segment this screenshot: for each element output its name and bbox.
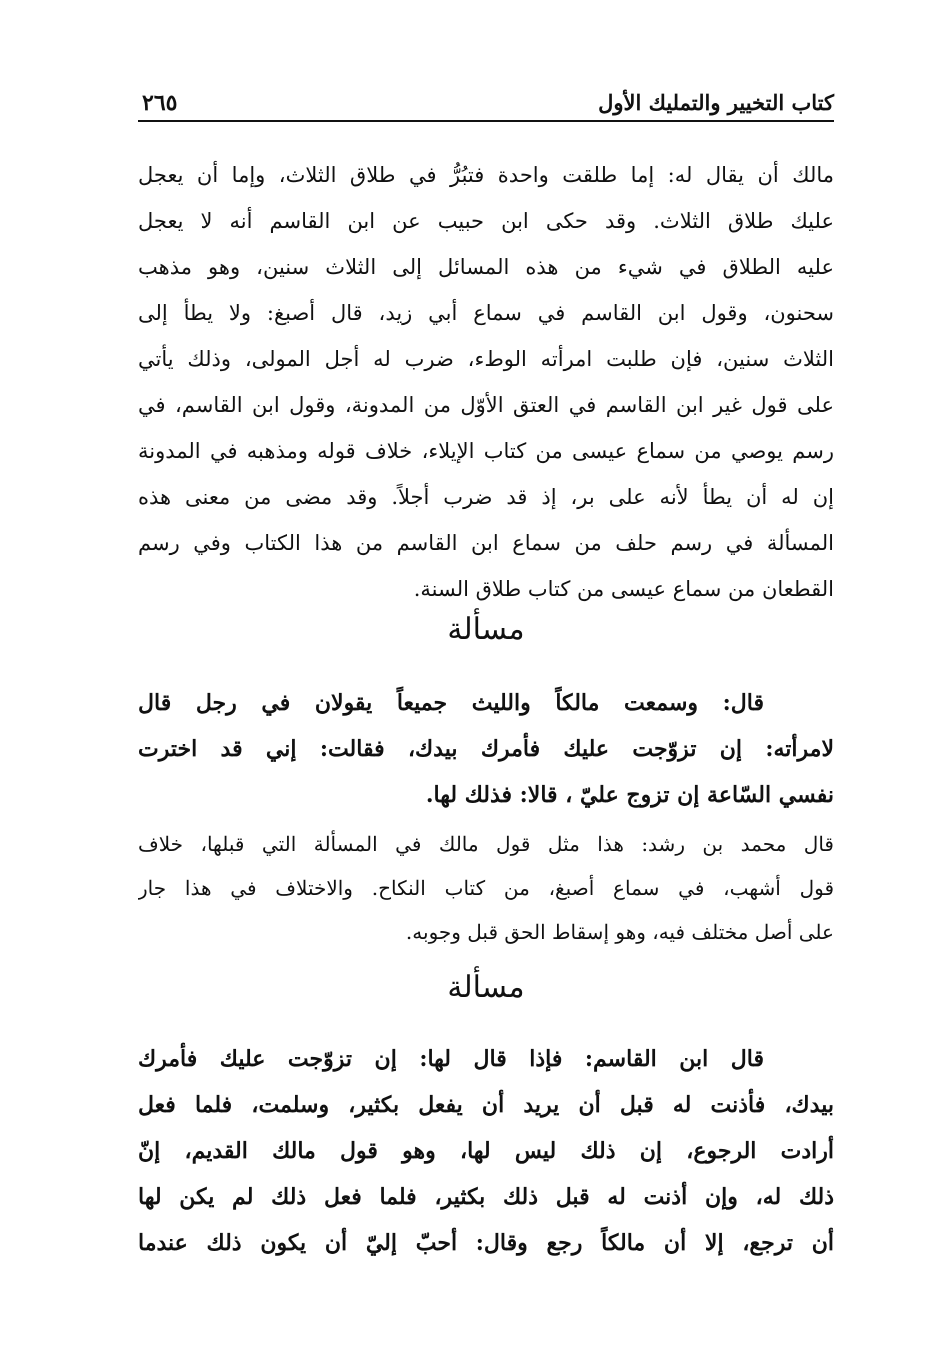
text-line: عليه الطلاق في شيء من هذه المسائل إلى الثلاث سنين، وهو مذهب — [138, 255, 834, 279]
text-line: على قول غير ابن القاسم في العتق الأوّل من المدونة، وقول ابن القاسم، في — [138, 393, 834, 417]
paragraph-1 — [138, 152, 834, 612]
running-title: كتاب التخيير والتمليك الأول — [598, 90, 834, 115]
text-line: عليك طلاق الثلاث. وقد حكى ابن حبيب عن ابن القاسم أنه لا يعجل — [138, 209, 834, 233]
text-line: بيدك، فأذنت له قبل أن يريد أن يفعل بكثير، وسلمت، فلما فعل — [138, 1092, 834, 1118]
section-heading: مسألة — [447, 970, 525, 1005]
text-line: سحنون، وقول ابن القاسم في سماع أبي زيد، قال أصبغ: ولا يطأ إلى — [138, 301, 834, 325]
text-line: الثلاث سنين، فإن طلبت امرأته الوطء، ضرب له أجل المولى، وذلك يأتي — [138, 347, 834, 371]
text-line: أرادت الرجوع، إن ذلك ليس لها، وهو قول مالك القديم، إنّ — [138, 1138, 834, 1164]
text-line: على أصل مختلف فيه، وهو إسقاط الحق قبل وجوبه. — [405, 920, 834, 944]
text-line: نفسي السّاعة إن تزوج عليّ ، قالا: فذلك لها. — [425, 782, 834, 808]
text-line: قال: وسمعت مالكاً والليث جميعاً يقولان في رجل قال — [138, 690, 764, 716]
text-line: قال محمد بن رشد: هذا مثل قول مالك في المسألة التي قبلها، خلاف — [138, 832, 834, 856]
section-heading: مسألة — [447, 612, 525, 647]
text-line: رسم يوصي من سماع عيسى من كتاب الإيلاء، خلاف قوله ومذهبه في المدونة — [138, 439, 834, 463]
text-line: ذلك له، وإن أذنت له قبل ذلك بكثير، فلما فعل ذلك لم يكن لها — [138, 1184, 834, 1210]
text-line: المسألة في رسم حلف من سماع ابن القاسم من هذا الكتاب وفي رسم — [138, 531, 834, 555]
paragraph-4 — [138, 1036, 834, 1266]
text-line: لامرأته: إن تزوّجت عليك فأمرك بيدك، فقالت: إني قد اخترت — [138, 736, 834, 762]
text-line: قال ابن القاسم: فإذا قال لها: إن تزوّجت عليك فأمرك — [138, 1046, 764, 1072]
text-line: أن ترجع، إلا أن مالكاً رجع وقال: أحبّ إليّ أن يكون ذلك عندما — [138, 1230, 834, 1256]
text-line: إن له أن يطأ لأنه على بر، إذ قد ضرب أجلاً. وقد مضى من معنى هذه — [138, 485, 834, 509]
text-line: قول أشهب، في سماع أصبغ، من كتاب النكاح. والاختلاف في هذا جار — [138, 876, 834, 900]
paragraph-2 — [138, 680, 834, 818]
page-header — [138, 88, 834, 122]
paragraph-3 — [138, 822, 834, 954]
page-number: ٢٦٥ — [142, 90, 178, 116]
text-line: القطعان من سماع عيسى من كتاب طلاق السنة. — [413, 577, 834, 601]
text-line: مالك أن يقال له: إما طلقت واحدة فتبُرُّ في طلاق الثلاث، وإما أن يعجل — [138, 163, 834, 187]
